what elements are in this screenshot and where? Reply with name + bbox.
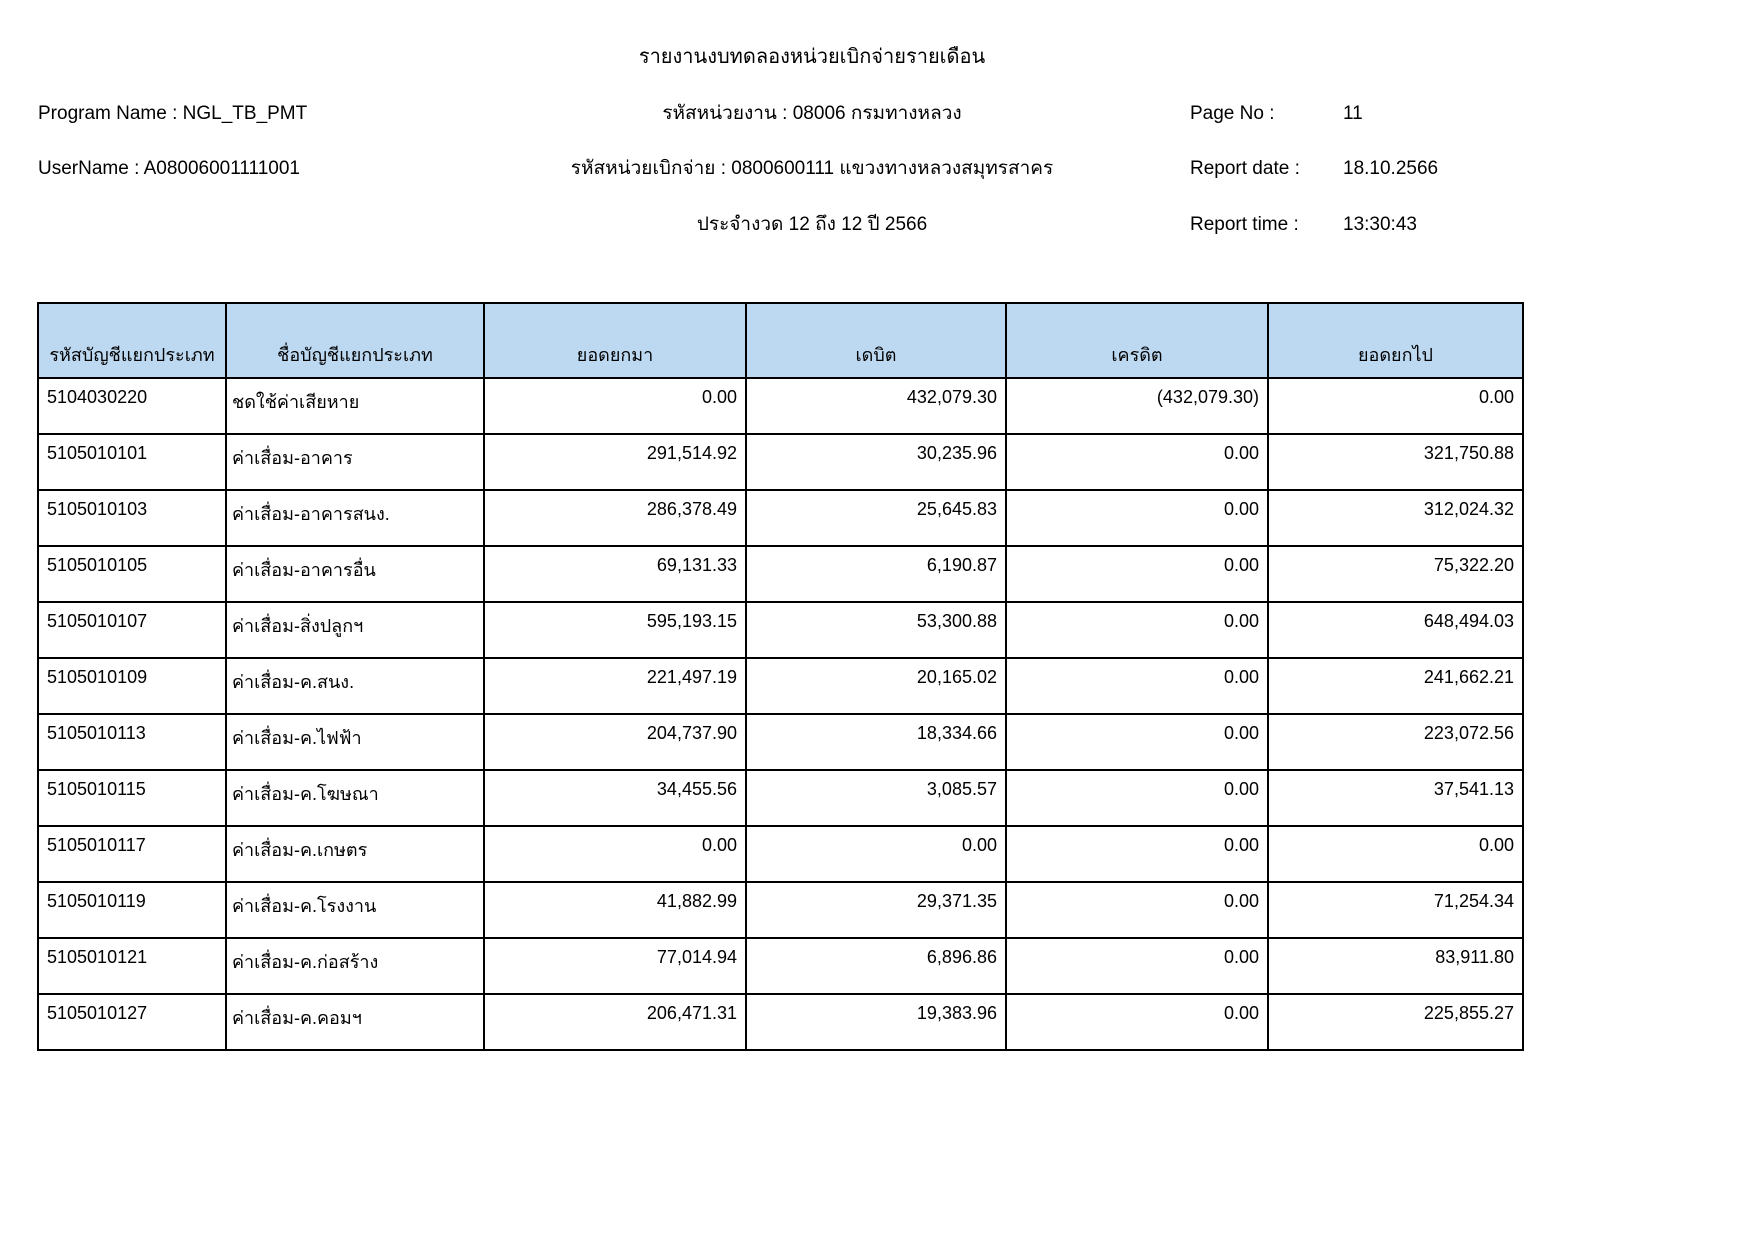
cell-balance-brought-forward: 595,193.15	[484, 602, 746, 658]
report-title: รายงานงบทดลองหน่วยเบิกจ่ายรายเดือน	[638, 46, 986, 68]
cell-balance-brought-forward: 34,455.56	[484, 770, 746, 826]
cell-credit: 0.00	[1006, 490, 1268, 546]
table-row	[38, 490, 1523, 546]
report-time-value: 13:30:43	[1343, 214, 1417, 235]
cell-balance-brought-forward: 69,131.33	[484, 546, 746, 602]
cell-credit: 0.00	[1006, 546, 1268, 602]
col-header-balance-brought-forward: ยอดยกมา	[484, 303, 746, 378]
cell-balance-carried-forward: 37,541.13	[1268, 770, 1523, 826]
table-header-row	[38, 303, 1523, 378]
cell-account-code: 5104030220	[38, 378, 226, 434]
cell-credit: 0.00	[1006, 938, 1268, 994]
cell-account-code: 5105010105	[38, 546, 226, 602]
cell-credit: 0.00	[1006, 770, 1268, 826]
report-time-label: Report time :	[1190, 214, 1299, 235]
cell-balance-brought-forward: 291,514.92	[484, 434, 746, 490]
cell-account-name: ค่าเสื่อม-ค.ไฟฟ้า	[226, 714, 484, 770]
cell-credit: (432,079.30)	[1006, 378, 1268, 434]
cell-balance-carried-forward: 225,855.27	[1268, 994, 1523, 1050]
cell-account-code: 5105010109	[38, 658, 226, 714]
cell-balance-carried-forward: 0.00	[1268, 378, 1523, 434]
cell-balance-brought-forward: 204,737.90	[484, 714, 746, 770]
cell-balance-carried-forward: 223,072.56	[1268, 714, 1523, 770]
cell-account-name: ชดใช้ค่าเสียหาย	[226, 378, 484, 434]
cell-account-code: 5105010117	[38, 826, 226, 882]
cell-account-name: ค่าเสื่อม-ค.คอมฯ	[226, 994, 484, 1050]
cell-debit: 432,079.30	[746, 378, 1006, 434]
cell-account-code: 5105010127	[38, 994, 226, 1050]
table-row	[38, 714, 1523, 770]
table-row	[38, 882, 1523, 938]
table-row	[38, 658, 1523, 714]
cell-debit: 25,645.83	[746, 490, 1006, 546]
cell-account-code: 5105010115	[38, 770, 226, 826]
cell-account-code: 5105010103	[38, 490, 226, 546]
page-no-value: 11	[1343, 103, 1363, 124]
trial-balance-table	[37, 302, 1524, 1051]
table-row	[38, 546, 1523, 602]
cell-debit: 6,896.86	[746, 938, 1006, 994]
cell-credit: 0.00	[1006, 658, 1268, 714]
report-date-value: 18.10.2566	[1343, 158, 1439, 179]
cell-credit: 0.00	[1006, 826, 1268, 882]
cell-credit: 0.00	[1006, 994, 1268, 1050]
cell-balance-brought-forward: 0.00	[484, 826, 746, 882]
cell-debit: 53,300.88	[746, 602, 1006, 658]
cell-account-code: 5105010113	[38, 714, 226, 770]
cell-debit: 3,085.57	[746, 770, 1006, 826]
cell-account-code: 5105010119	[38, 882, 226, 938]
cell-balance-brought-forward: 286,378.49	[484, 490, 746, 546]
period-line: ประจำงวด 12 ถึง 12 ปี 2566	[696, 214, 928, 235]
cell-debit: 29,371.35	[746, 882, 1006, 938]
cell-balance-carried-forward: 75,322.20	[1268, 546, 1523, 602]
table-row	[38, 826, 1523, 882]
cell-account-code: 5105010101	[38, 434, 226, 490]
cell-credit: 0.00	[1006, 882, 1268, 938]
cell-balance-brought-forward: 0.00	[484, 378, 746, 434]
col-header-credit: เครดิต	[1006, 303, 1268, 378]
cell-account-name: ค่าเสื่อม-อาคารสนง.	[226, 490, 484, 546]
table-row	[38, 770, 1523, 826]
program-name: Program Name : NGL_TB_PMT	[38, 103, 308, 124]
cell-balance-brought-forward: 77,014.94	[484, 938, 746, 994]
disbursement-unit-code: รหัสหน่วยเบิกจ่าย : 0800600111 แขวงทางหลวงสมุทรสาคร	[570, 158, 1054, 179]
cell-account-name: ค่าเสื่อม-ค.โรงงาน	[226, 882, 484, 938]
cell-account-code: 5105010121	[38, 938, 226, 994]
cell-account-name: ค่าเสื่อม-ค.ก่อสร้าง	[226, 938, 484, 994]
cell-account-code: 5105010107	[38, 602, 226, 658]
cell-balance-carried-forward: 321,750.88	[1268, 434, 1523, 490]
col-header-account-name: ชื่อบัญชีแยกประเภท	[226, 303, 484, 378]
table-row	[38, 938, 1523, 994]
cell-account-name: ค่าเสื่อม-สิ่งปลูกฯ	[226, 602, 484, 658]
cell-balance-carried-forward: 71,254.34	[1268, 882, 1523, 938]
cell-debit: 19,383.96	[746, 994, 1006, 1050]
cell-balance-carried-forward: 0.00	[1268, 826, 1523, 882]
col-header-debit: เดบิต	[746, 303, 1006, 378]
table-row	[38, 378, 1523, 434]
cell-balance-carried-forward: 83,911.80	[1268, 938, 1523, 994]
table-row	[38, 434, 1523, 490]
cell-credit: 0.00	[1006, 434, 1268, 490]
cell-debit: 20,165.02	[746, 658, 1006, 714]
cell-balance-carried-forward: 648,494.03	[1268, 602, 1523, 658]
cell-balance-brought-forward: 221,497.19	[484, 658, 746, 714]
cell-account-name: ค่าเสื่อม-ค.โฆษณา	[226, 770, 484, 826]
cell-debit: 18,334.66	[746, 714, 1006, 770]
report-date-label: Report date :	[1190, 158, 1300, 179]
col-header-balance-carried-forward: ยอดยกไป	[1268, 303, 1523, 378]
cell-account-name: ค่าเสื่อม-ค.สนง.	[226, 658, 484, 714]
cell-account-name: ค่าเสื่อม-อาคารอื่น	[226, 546, 484, 602]
cell-debit: 0.00	[746, 826, 1006, 882]
cell-credit: 0.00	[1006, 714, 1268, 770]
cell-balance-brought-forward: 41,882.99	[484, 882, 746, 938]
table-row	[38, 602, 1523, 658]
cell-account-name: ค่าเสื่อม-ค.เกษตร	[226, 826, 484, 882]
cell-balance-carried-forward: 241,662.21	[1268, 658, 1523, 714]
cell-debit: 30,235.96	[746, 434, 1006, 490]
cell-credit: 0.00	[1006, 602, 1268, 658]
cell-balance-brought-forward: 206,471.31	[484, 994, 746, 1050]
cell-debit: 6,190.87	[746, 546, 1006, 602]
cell-balance-carried-forward: 312,024.32	[1268, 490, 1523, 546]
table-row	[38, 994, 1523, 1050]
user-name: UserName : A08006001111001	[38, 158, 300, 179]
cell-account-name: ค่าเสื่อม-อาคาร	[226, 434, 484, 490]
col-header-account-code: รหัสบัญชีแยกประเภท	[38, 303, 226, 378]
agency-code: รหัสหน่วยงาน : 08006 กรมทางหลวง	[662, 103, 962, 124]
page-no-label: Page No :	[1190, 103, 1275, 124]
